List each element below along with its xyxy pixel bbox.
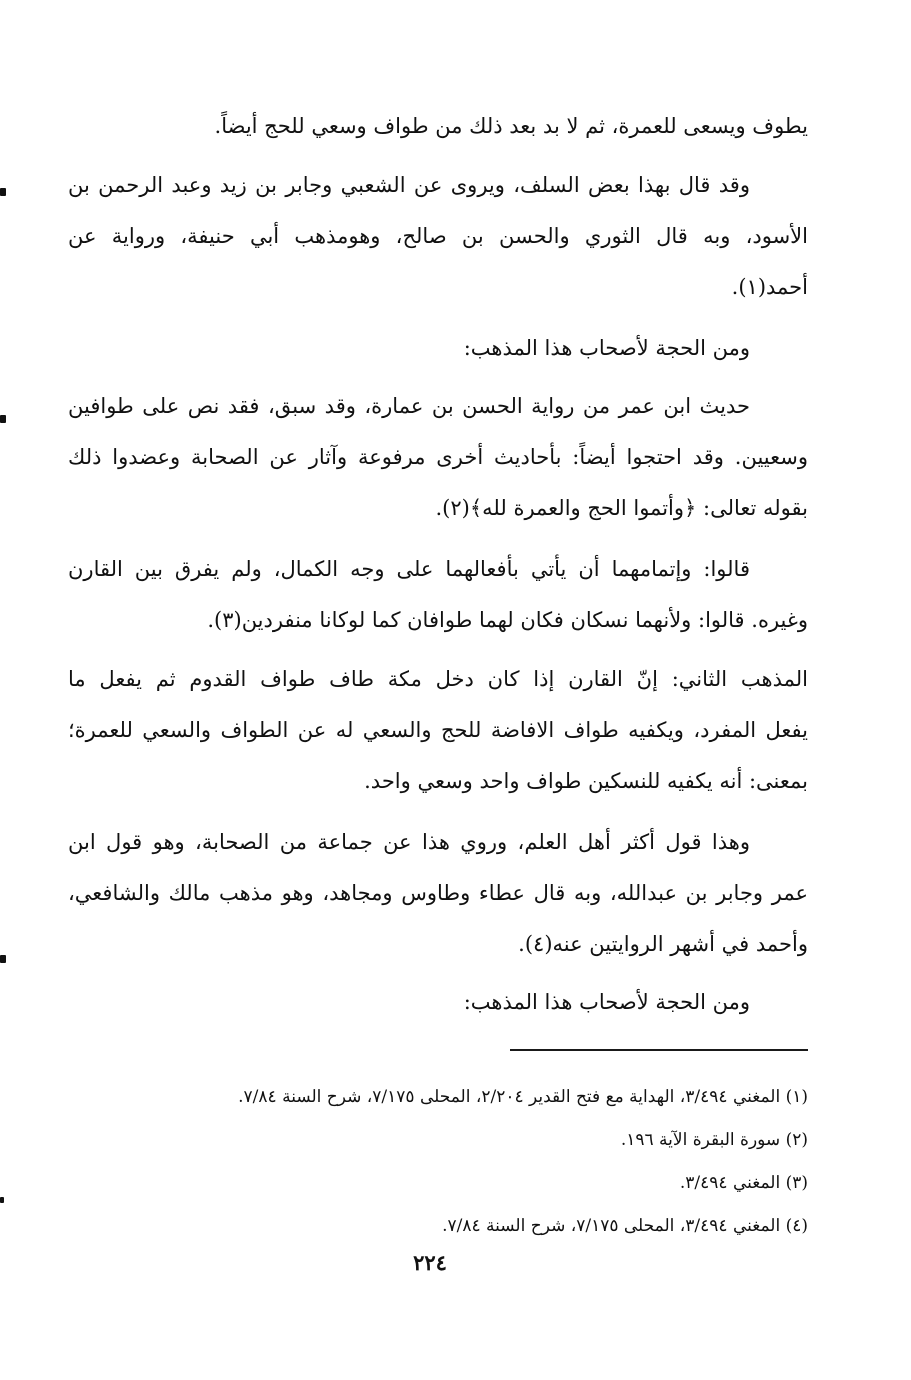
page-number: ٢٢٤	[413, 1250, 447, 1275]
footnote-4: (٤) المغني ٣/٤٩٤، المحلى ٧/١٧٥، شرح السنة ٧/٨٤.	[442, 1216, 808, 1236]
text-line: وهذا قول أكثر أهل العلم، وروي هذا عن جماعة من الصحابة، وهو قول ابن	[68, 830, 750, 854]
paragraph-continuation	[68, 101, 808, 152]
text-line: يفعل المفرد، ويكفيه طواف الافاضة للحج والسعي له عن الطواف والسعي للعمرة؛	[68, 718, 808, 742]
text-line: حديث ابن عمر من رواية الحسن بن عمارة، وقد سبق، فقد نص على طوافين	[68, 394, 750, 418]
text-line: عمر وجابر بن عبدالله، وبه قال عطاء وطاوس ومجاهد، وهو مذهب مالك والشافعي،	[68, 881, 808, 905]
margin-mark	[0, 415, 6, 423]
paragraph-heading-evidence-2	[68, 977, 808, 1028]
footnote-2: (٢) سورة البقرة الآية ١٩٦.	[620, 1130, 808, 1150]
text-line: ومن الحجة لأصحاب هذا المذهب:	[463, 336, 750, 360]
text-line: بمعنى: أنه يكفيه للنسكين طواف واحد وسعي واحد.	[364, 769, 808, 793]
paragraph-majority-opinion	[68, 817, 808, 970]
margin-mark	[0, 955, 6, 963]
text-line: يطوف ويسعى للعمرة، ثم لا بد بعد ذلك من طواف وسعي للحج أيضاً.	[214, 114, 808, 138]
margin-mark	[0, 1197, 4, 1203]
text-line: ومن الحجة لأصحاب هذا المذهب:	[463, 990, 750, 1014]
footnote-3: (٣) المغني ٣/٤٩٤.	[679, 1173, 808, 1193]
text-line: وغيره. قالوا: ولأنهما نسكان فكان لهما طوافان كما لوكانا منفردين(٣).	[207, 608, 808, 632]
text-line: قالوا: وإتمامهما أن يأتي بأفعالهما على وجه الكمال، ولم يفرق بين القارن	[68, 557, 750, 581]
text-line: الأسود، وبه قال الثوري والحسن بن صالح، وهومذهب أبي حنيفة، ورواية عن	[68, 224, 808, 248]
footnotes	[68, 1076, 808, 1248]
paragraph-salaf-opinion	[68, 160, 808, 313]
footnote-1: (١) المغني ٣/٤٩٤، الهداية مع فتح القدير ٢/٢٠٤، المحلى ٧/١٧٥، شرح السنة ٧/٨٤.	[238, 1087, 808, 1107]
paragraph-heading-evidence	[68, 323, 808, 374]
text-line: بقوله تعالى: ﴿وأتموا الحج والعمرة لله﴾(٢).	[435, 496, 808, 520]
text-line: وقد قال بهذا بعض السلف، ويروى عن الشعبي وجابر بن زيد وعبد الرحمن بن	[68, 173, 750, 197]
margin-mark	[0, 188, 6, 196]
paragraph-second-school	[68, 654, 808, 807]
footnote-divider	[510, 1049, 808, 1051]
text-line: وأحمد في أشهر الروايتين عنه(٤).	[518, 932, 808, 956]
text-line: المذهب الثاني: إنّ القارن إذا كان دخل مكة طاف طواف القدوم ثم يفعل ما	[68, 667, 808, 691]
paragraph-ibn-umar-hadith	[68, 381, 808, 534]
paragraph-completion	[68, 544, 808, 646]
text-line: أحمد(١).	[731, 275, 808, 299]
text-line: وسعيين. وقد احتجوا أيضاً: بأحاديث أخرى مرفوعة وآثار عن الصحابة وعضدوا ذلك	[68, 445, 808, 469]
